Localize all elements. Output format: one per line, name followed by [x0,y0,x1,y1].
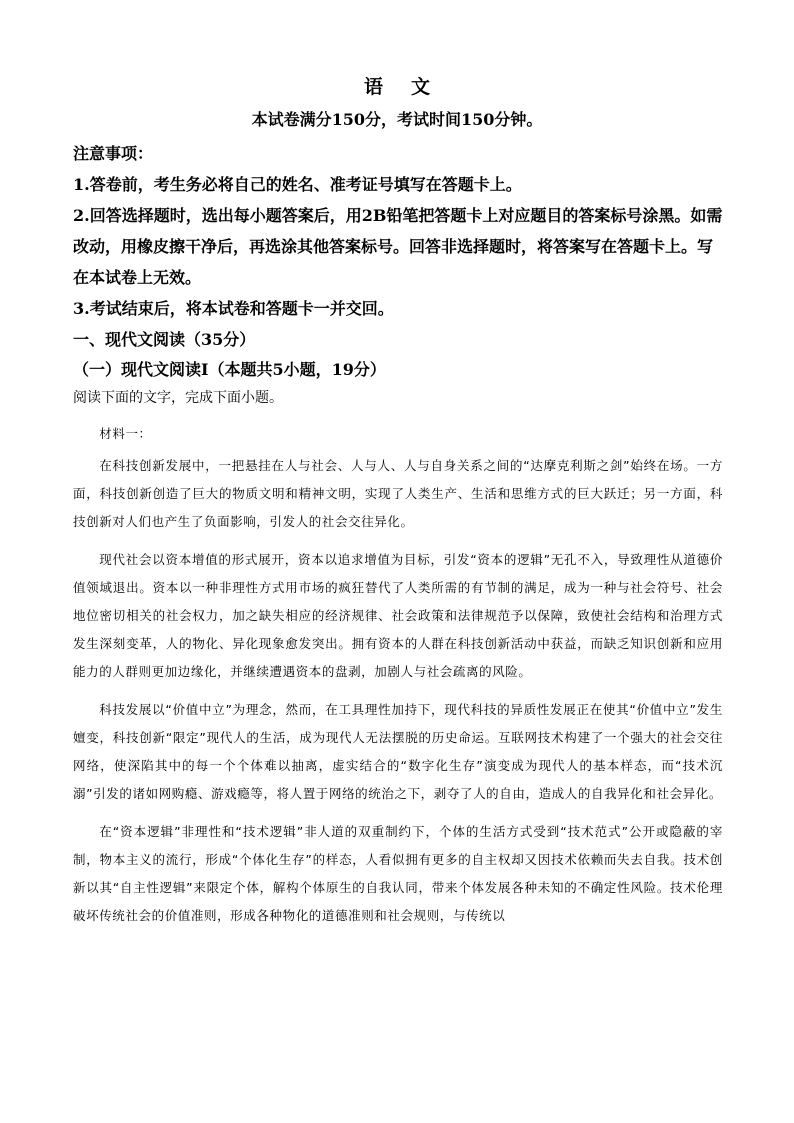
material-body [73,420,723,940]
reading-instruction: 阅读下面的文字，完成下面小题。 [73,390,283,406]
notes-item-2: 2.回答选择题时，选出每小题答案后，用2B铅笔把答题卡上对应题目的答案标号涂黑。如需改动，用橡皮擦干净后，再选涂其他答案标号。回答非选择题时，将答案写在答题卡上。写在本试卷上无效。 [73,206,723,287]
notes-item-3: 3.考试结束后，将本试卷和答题卡一并交回。 [73,299,394,318]
section-subheading: （一）现代文阅读Ⅰ（本题共5小题，19分） [73,360,386,379]
title-char-left: 语 [363,76,383,98]
notes-block [73,138,723,324]
material-paragraph: 在“资本逻辑”非理性和“技术逻辑”非人道的双重制约下，个体的生活方式受到“技术范式”公开或隐蔽的宰制，物本主义的流行，形成“个体化生存”的样态，人看似拥有更多的自主权却又因技术依赖而失去自我。技术创新以其“自主性逻辑”来限定个体，解构个体原生的自我认同，带来个体发展各种未知的不确定性风险。技术伦理破坏传统社会的价值准则，形成各种物化的道德准则和社会规则，与传统以 [73,824,723,923]
material-paragraph: 现代社会以资本增值的形式展开，资本以追求增值为目标，引发“资本的逻辑”无孔不入，导致理性从道德价值领域退出。资本以一种非理性方式用市场的疯狂替代了人类所需的有节制的满足，成为一种与社会符号、社会地位密切相关的社会权力，加之缺失相应的经济规律、社会政策和法律规范予以保障，致使社会结构和治理方式发生深刻变革，人的物化、异化现象愈发突出。拥有资本的人群在科技创新活动中获益，而缺乏知识创新和应用能力的人群则更加边缘化，并继续遭遇资本的盘剥，加剧人与社会疏离的风险。 [73,552,723,679]
title-char-right: 文 [411,76,431,98]
notes-item-1: 1.答卷前，考生务必将自己的姓名、准考证号填写在答题卡上。 [73,175,522,194]
material-paragraph: 科技发展以“价值中立”为理念，然而，在工具理性加持下，现代科技的异质性发展正在使其“价值中立”发生嬗变，科技创新“限定”现代人的生活，成为现代人无法摆脱的历史命运。互联网技术构建了一个强大的社会交往网络，使深陷其中的每一个个体难以抽离，虚实结合的“数字化生存”演变成为现代人的基本样态，而“技术沉溺”引发的诸如网购瘾、游戏瘾等，将人置于网络的统治之下，剥夺了人的自由，造成人的自我异化和社会异化。 [73,702,723,801]
section-heading: 一、现代文阅读（35分） [73,330,256,349]
material-label: 材料一： [99,426,152,441]
material-paragraph: 在科技创新发展中，一把悬挂在人与社会、人与人、人与自身关系之间的“达摩克利斯之剑”始终在场。一方面，科技创新创造了巨大的物质文明和精神文明，实现了人类生产、生活和思维方式的巨大跃迁；另一方面，科技创新对人们也产生了负面影响，引发人的社会交往异化。 [73,458,723,529]
exam-info: 本试卷满分150分，考试时间150分钟。 [251,110,543,129]
notes-heading: 注意事项： [73,144,154,163]
section-heading-block [73,325,723,385]
page-title [0,72,794,99]
